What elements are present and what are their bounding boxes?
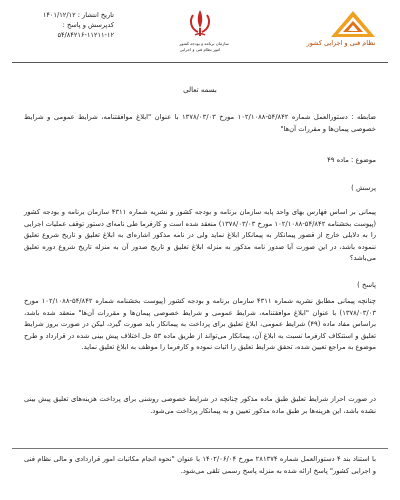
pyramid-logo-icon bbox=[330, 10, 376, 38]
subject-line: موضوع : ماده ۴۹ bbox=[327, 156, 376, 164]
question-label: پرسش ) bbox=[351, 184, 376, 192]
intro-paragraph: ضابطه : دستورالعمل شماره ۵۴/۸۴۲-۱۰۲/۱۰۸۸ مورخ ۱۳۷۸/۰۳/۰۳ با عنوان "ابلاغ موافقتنامه، شرایط عمومی و شرایط خصوصی پیمان‌ها و مقررات آن‌ها" bbox=[24, 113, 376, 133]
footer-paragraph: با استناد بند ۴ دستورالعمل شماره ۲۸۱۳۷۴ مورخ ۱۴۰۲/۰۶/۰۴ با عنوان "نحوه انجام مکاتبات امور قراردادی و مالی نظام فنی و اجرایی کشور" پاسخ ارائه شده به منزله پاسخ رسمی تلقی می‌شود. bbox=[24, 455, 376, 475]
org-logo bbox=[302, 10, 380, 54]
answer-label: پاسخ ) bbox=[357, 281, 376, 289]
emblem-caption-2: امور نظام فنی و اجرایی bbox=[179, 48, 221, 53]
bismillah: بسمه تعالی bbox=[183, 86, 217, 94]
answer-paragraph: چنانچه پیمانی مطابق نشریه شماره ۴۳۱۱ سازمان برنامه و بودجه کشور (پیوست بخشنامه شماره ۵۴/۸۴۲-۱۰۲/۱۰۸۸ مورخ ۱۳۷۸/۰۳/۰۳) با عنوان "ابلاغ موافقتنامه، شرایط عمومی و شرایط خصوصی پیمان‌ها و مقررات آن‌ها" منعقد شده باشد، براساس مفاد ماده (۴۹) شرایط عمومی، ابلاغ تعلیق برای پرداخت به پیمانکار باید صورت گیرد، لیکن در صورت بروز شرایط تعلیق و استنکاف کارفرما نسبت به ابلاغ آن، پیمانکار می‌تواند از طریق ماده ۵۳ حل اختلاف پیش بینی شده در قرارداد و طرح موضوع به مراجع تعیین شده، تحقق شرایط تعلیق را اثبات نموده و کارفرما را موظف به ابلاغ تعلیق نماید. bbox=[24, 297, 377, 352]
publish-date: تاریخ انتشار : ۱۴۰۱/۱۲/۱۲ bbox=[42, 11, 114, 19]
emblem bbox=[177, 8, 229, 58]
answer-paragraph-2: در صورت احراز شرایط تعلیق طبق ماده مذکور چنانچه در شرایط خصوصی روشنی برای پرداخت هزینه‌های تعلیق پیش بینی نشده باشد، این هزینه‌ها بر طبق ماده مذکور تعیین و به پیمانکار پرداخت می‌شود. bbox=[24, 395, 376, 415]
header-divider bbox=[12, 62, 388, 63]
emblem-caption-1: سازمان برنامه و بودجه کشور bbox=[179, 42, 229, 47]
question-paragraph: پیمانی بر اساس فهارس بهای واحد پایه سازمان برنامه و بودجه کشور و نشریه شماره ۴۳۱۱ سازمان برنامه و بودجه کشور (پیوست بخشنامه ۵۴/۸۴۲-۱۰۲/۱۰۸۸ مورخ ۱۳۷۸/۰۳/۰۳) منعقد شده است و کارفرما طی نامه‌ای دستور توقف عملیات اجرایی را به دلایلی خارج از قصور پیمانکار به پیمانکار ابلاغ نماید ولی در نامه مذکور اشاره‌ای به ابلاغ تعلیق و تاریخ شروع تعلیق ننموده باشد، در این صورت آیا صدور نامه مذکور به منزله ابلاغ تعلیق و تاریخ صدور آن به منزله تاریخ شروع دوره تعلیق می‌باشد؟ bbox=[24, 208, 376, 263]
footer-divider bbox=[12, 448, 388, 449]
emblem-icon bbox=[187, 8, 213, 38]
org-name: نظام فنی و اجرایی کشور bbox=[306, 39, 376, 47]
code-value: ۵۴/۸۴۲۱۶-۱۱۲۱۱-۱۲ bbox=[57, 31, 114, 39]
code-label: کدپرسش و پاسخ : bbox=[62, 21, 114, 29]
document-meta bbox=[14, 10, 114, 40]
